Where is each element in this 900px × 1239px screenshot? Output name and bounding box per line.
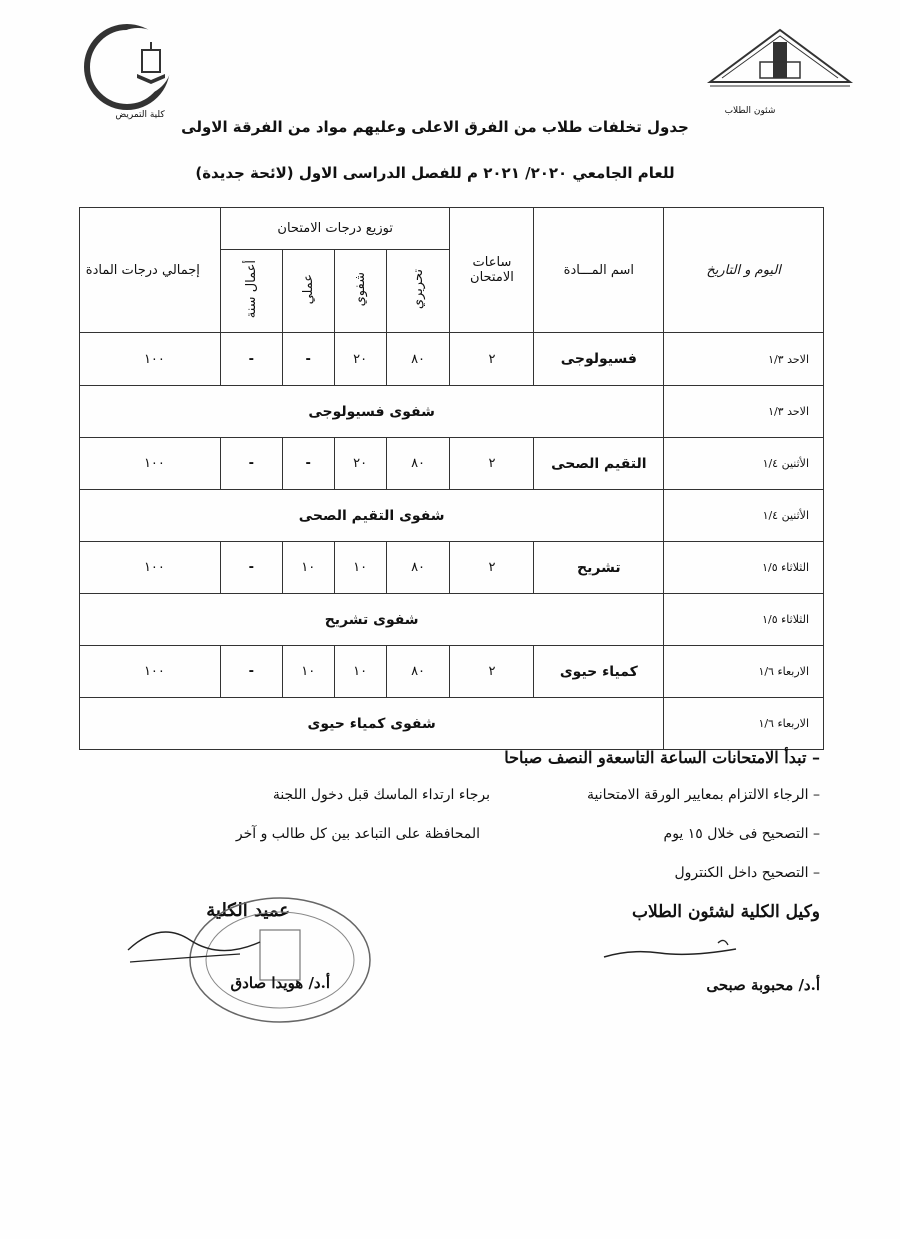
- table-row: [80, 490, 824, 542]
- row-oral: ١٠: [334, 542, 386, 594]
- row-total: ١٠٠: [80, 646, 221, 698]
- header-day-date: اليوم و التاريخ: [664, 208, 824, 333]
- row-written: ٨٠: [386, 542, 450, 594]
- row-hours: ٢: [450, 438, 534, 490]
- row-total: ١٠٠: [80, 438, 221, 490]
- row-oral: ٢٠: [334, 438, 386, 490]
- row-day: الثلاثاء ١/٥: [664, 542, 824, 594]
- row-oral-day: الأثنين ١/٤: [664, 490, 824, 542]
- row-oral-exam: شفوى كمياء حيوى: [80, 698, 664, 750]
- row-day: الأثنين ١/٤: [664, 438, 824, 490]
- note-start-time: – تبدأ الامتحانات الساعة التاسعةو النصف صباحا: [504, 748, 820, 767]
- note-mask: برجاء ارتداء الماسك قبل دخول اللجنة: [272, 787, 490, 803]
- exam-schedule-table: [79, 207, 824, 750]
- header-distribution: توزيع درجات الامتحان: [220, 208, 450, 250]
- row-practical: -: [282, 333, 334, 386]
- row-yearwork: -: [220, 333, 282, 386]
- header-oral: شفوي: [334, 250, 386, 333]
- row-total: ١٠٠: [80, 333, 221, 386]
- header-practical: عملي: [282, 250, 334, 333]
- header-written: تحريري: [386, 250, 450, 333]
- table-row: [80, 438, 824, 490]
- note-distancing: المحافظة على التباعد بين كل طالب و آخر: [235, 826, 480, 842]
- faculty-logo: [82, 22, 172, 112]
- row-total: ١٠٠: [80, 542, 221, 594]
- row-oral-day: الاربعاء ١/٦: [664, 698, 824, 750]
- row-oral-exam: شفوى التقيم الصحى: [80, 490, 664, 542]
- row-practical: ١٠: [282, 646, 334, 698]
- header-subject: اسم المـــادة: [534, 208, 664, 333]
- table-row: [80, 542, 824, 594]
- row-subject: فسيولوجى: [534, 333, 664, 386]
- vice-dean-signature-icon: [600, 935, 740, 965]
- official-stamp-icon: [120, 890, 380, 1030]
- row-oral-exam: شفوى تشريح: [80, 594, 664, 646]
- header-hours: ساعات الامتحان: [450, 208, 534, 333]
- row-day: الاربعاء ١/٦: [664, 646, 824, 698]
- row-practical: ١٠: [282, 542, 334, 594]
- row-yearwork: -: [220, 646, 282, 698]
- row-written: ٨٠: [386, 333, 450, 386]
- note-correction-time: – التصحيح فى خلال ١٥ يوم: [663, 826, 820, 842]
- vice-dean-title: وكيل الكلية لشئون الطلاب: [632, 902, 820, 922]
- dean-name: أ.د/ هويدا صادق: [230, 974, 330, 992]
- university-logo: [700, 22, 860, 92]
- row-subject: تشريح: [534, 542, 664, 594]
- row-written: ٨٠: [386, 438, 450, 490]
- table-row: [80, 333, 824, 386]
- dean-title: عميد الكلية: [206, 900, 290, 921]
- faculty-caption: كلية التمريض: [115, 110, 165, 120]
- row-practical: -: [282, 438, 334, 490]
- row-subject: كمياء حيوى: [534, 646, 664, 698]
- row-day: الاحد ١/٣: [664, 333, 824, 386]
- header-total: إجمالي درجات المادة: [80, 208, 221, 333]
- header-yearwork: أعمال سنة: [220, 250, 282, 333]
- row-subject: التقيم الصحى: [534, 438, 664, 490]
- row-oral: ٢٠: [334, 333, 386, 386]
- table-row: [80, 386, 824, 438]
- vice-dean-name: أ.د/ محبوبة صبحى: [706, 976, 820, 994]
- table-row: [80, 698, 824, 750]
- row-hours: ٢: [450, 542, 534, 594]
- row-oral-exam: شفوى فسيولوجى: [80, 386, 664, 438]
- row-yearwork: -: [220, 438, 282, 490]
- page-title: جدول تخلفات طلاب من الفرق الاعلى وعليهم مواد من الفرقة الاولى: [181, 118, 689, 136]
- row-yearwork: -: [220, 542, 282, 594]
- row-oral: ١٠: [334, 646, 386, 698]
- row-hours: ٢: [450, 646, 534, 698]
- row-oral-day: الاحد ١/٣: [664, 386, 824, 438]
- note-correction-place: – التصحيح داخل الكنترول: [674, 865, 820, 881]
- page-subtitle: للعام الجامعي ٢٠٢٠/ ٢٠٢١ م للفصل الدراسى الاول (لائحة جديدة): [195, 164, 675, 182]
- row-oral-day: الثلاثاء ١/٥: [664, 594, 824, 646]
- row-written: ٨٠: [386, 646, 450, 698]
- note-exam-paper: – الرجاء الالتزام بمعايير الورقة الامتحانية: [586, 787, 820, 803]
- student-affairs-caption: شئون الطلاب: [724, 106, 776, 116]
- table-row: [80, 646, 824, 698]
- table-row: [80, 594, 824, 646]
- row-hours: ٢: [450, 333, 534, 386]
